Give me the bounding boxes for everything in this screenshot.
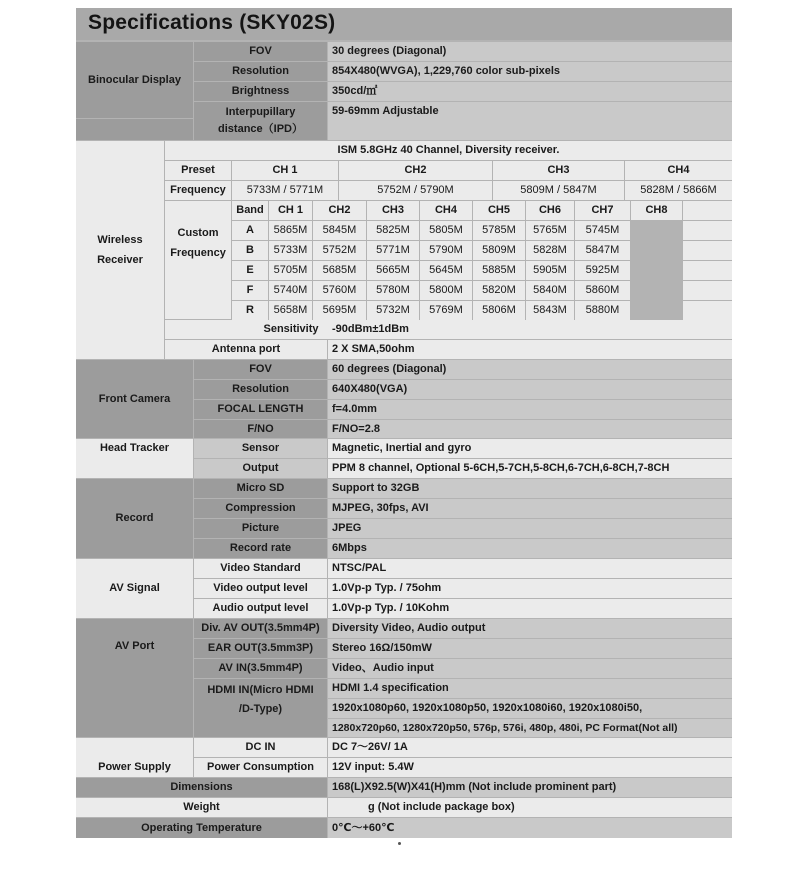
record-microsd-label: Micro SD bbox=[194, 479, 327, 498]
temperature-label: Operating Temperature bbox=[76, 818, 327, 838]
band-letter-e: E bbox=[232, 261, 268, 280]
record-rate-label: Record rate bbox=[194, 539, 327, 558]
record-picture-value: JPEG bbox=[328, 519, 732, 538]
weight-label: Weight bbox=[76, 798, 327, 817]
band-frequency-cell: 5820M bbox=[473, 281, 525, 300]
band-frequency-cell: 5860M bbox=[575, 281, 630, 300]
port-hdmi-value-3: 1280x720p60, 1280x720p50, 576p, 576i, 480p, 480i, PC Format(Not all) bbox=[328, 719, 732, 737]
band-row-filler bbox=[683, 281, 732, 300]
preset-ch1-header: CH 1 bbox=[232, 161, 338, 180]
stray-dot bbox=[398, 842, 401, 845]
band-frequency-cell: 5740M bbox=[269, 281, 312, 300]
band-letter-r: R bbox=[232, 301, 268, 320]
weight-value: g (Not include package box) bbox=[328, 798, 732, 817]
band-letter-b: B bbox=[232, 241, 268, 260]
camera-fov-value: 60 degrees (Diagonal) bbox=[328, 360, 732, 379]
binocular-resolution-value: 854X480(WVGA), 1,229,760 color sub-pixels bbox=[328, 62, 732, 81]
section-av-port: AV Port bbox=[76, 619, 193, 737]
band-row-filler bbox=[683, 261, 732, 280]
band-frequency-cell: 5843M bbox=[526, 301, 574, 320]
band-frequency-cell: 5645M bbox=[420, 261, 472, 280]
av-video-output-label: Video output level bbox=[194, 579, 327, 598]
sensitivity-value: -90dBm±1dBm bbox=[328, 320, 732, 339]
dimensions-label: Dimensions bbox=[76, 778, 327, 797]
section-wireless-receiver: Wireless Receiver bbox=[76, 141, 164, 359]
band-frequency-cell: 5809M bbox=[473, 241, 525, 260]
custom-ch2-header: CH2 bbox=[313, 201, 366, 220]
binocular-ipd-value: 59-69mm Adjustable bbox=[328, 102, 732, 140]
section-binocular-display: Binocular Display bbox=[76, 42, 193, 118]
band-frequency-cell: 5745M bbox=[575, 221, 630, 240]
av-video-output-value: 1.0Vp-p Typ. / 75ohm bbox=[328, 579, 732, 598]
band-frequency-cell: 5760M bbox=[313, 281, 366, 300]
preset-ch4-freq: 5828M / 5866M bbox=[625, 181, 732, 200]
port-av-in-value: Video、Audio input bbox=[328, 659, 732, 678]
binocular-ipd-label: Interpupillary distance（IPD） bbox=[194, 102, 327, 140]
record-rate-value: 6Mbps bbox=[328, 539, 732, 558]
band-frequency-cell: 5733M bbox=[269, 241, 312, 260]
band-frequency-cell: 5840M bbox=[526, 281, 574, 300]
record-picture-label: Picture bbox=[194, 519, 327, 538]
custom-ch7-header: CH7 bbox=[575, 201, 630, 220]
preset-ch1-freq: 5733M / 5771M bbox=[232, 181, 338, 200]
tracker-sensor-value: Magnetic, Inertial and gyro bbox=[328, 439, 732, 458]
band-frequency-cell: 5658M bbox=[269, 301, 312, 320]
dimensions-value: 168(L)X92.5(W)X41(H)mm (Not include prominent part) bbox=[328, 778, 732, 797]
preset-ch3-freq: 5809M / 5847M bbox=[493, 181, 624, 200]
power-dc-in-value: DC 7～26V/ 1A bbox=[328, 738, 732, 757]
record-compression-value: MJPEG, 30fps, AVI bbox=[328, 499, 732, 518]
band-frequency-cell: 5752M bbox=[313, 241, 366, 260]
preset-ch3-header: CH3 bbox=[493, 161, 624, 180]
antenna-port-value: 2 X SMA,50ohm bbox=[328, 340, 732, 359]
title-bar bbox=[76, 8, 732, 40]
band-letter-f: F bbox=[232, 281, 268, 300]
custom-ch4-header: CH4 bbox=[420, 201, 472, 220]
camera-fno-label: F/NO bbox=[194, 420, 327, 438]
band-row-filler bbox=[683, 301, 732, 320]
camera-focal-length-value: f=4.0mm bbox=[328, 400, 732, 419]
custom-ch6-header: CH6 bbox=[526, 201, 574, 220]
record-microsd-value: Support to 32GB bbox=[328, 479, 732, 498]
record-compression-label: Compression bbox=[194, 499, 327, 518]
band-frequency-cell: 5925M bbox=[575, 261, 630, 280]
section-av-signal: AV Signal bbox=[76, 559, 193, 618]
camera-resolution-value: 640X480(VGA) bbox=[328, 380, 732, 399]
band-frequency-cell: 5780M bbox=[367, 281, 419, 300]
custom-ch5-header: CH5 bbox=[473, 201, 525, 220]
preset-ch4-header: CH4 bbox=[625, 161, 732, 180]
binocular-brightness-value: 350cd/㎡ bbox=[328, 82, 732, 101]
wireless-ism: ISM 5.8GHz 40 Channel, Diversity receiver. bbox=[165, 141, 732, 160]
section-record: Record bbox=[76, 479, 193, 558]
band-frequency-cell: 5885M bbox=[473, 261, 525, 280]
band-frequency-cell: 5880M bbox=[575, 301, 630, 320]
page-title: Specifications (SKY02S) bbox=[88, 11, 336, 34]
section-power-supply: Power Supply bbox=[76, 738, 193, 777]
camera-fov-label: FOV bbox=[194, 360, 327, 379]
custom-frequency-label: Custom Frequency bbox=[165, 201, 231, 319]
tracker-sensor-label: Sensor bbox=[194, 439, 327, 458]
band-frequency-cell: 5769M bbox=[420, 301, 472, 320]
sensitivity-label: Sensitivity bbox=[165, 320, 417, 339]
tracker-output-value: PPM 8 channel, Optional 5-6CH,5-7CH,5-8CH,6-7CH,6-8CH,7-8CH bbox=[328, 459, 732, 478]
section-head-tracker: Head Tracker bbox=[76, 439, 193, 478]
band-frequency-cell: 5865M bbox=[269, 221, 312, 240]
preset-frequency-label: Frequency bbox=[165, 181, 231, 200]
port-div-av-out-value: Diversity Video, Audio output bbox=[328, 619, 732, 638]
band-frequency-cell: 5805M bbox=[420, 221, 472, 240]
camera-fno-value: F/NO=2.8 bbox=[328, 420, 732, 438]
band-frequency-cell: 5905M bbox=[526, 261, 574, 280]
port-av-in-label: AV IN(3.5mm4P) bbox=[194, 659, 327, 678]
power-dc-in-label: DC IN bbox=[194, 738, 327, 757]
custom-ch1-header: CH 1 bbox=[269, 201, 312, 220]
custom-ch8-header: CH8 bbox=[631, 201, 682, 220]
binocular-resolution-label: Resolution bbox=[194, 62, 327, 81]
power-consumption-value: 12V input: 5.4W bbox=[328, 758, 732, 777]
tracker-output-label: Output bbox=[194, 459, 327, 478]
preset-ch2-header: CH2 bbox=[339, 161, 492, 180]
band-row-filler bbox=[683, 221, 732, 240]
av-video-standard-value: NTSC/PAL bbox=[328, 559, 732, 578]
av-audio-output-value: 1.0Vp-p Typ. / 10Kohm bbox=[328, 599, 732, 618]
camera-resolution-label: Resolution bbox=[194, 380, 327, 399]
preset-ch2-freq: 5752M / 5790M bbox=[339, 181, 492, 200]
binocular-fov-label: FOV bbox=[194, 42, 327, 61]
band-header: Band bbox=[232, 201, 268, 220]
band-frequency-cell: 5771M bbox=[367, 241, 419, 260]
band-frequency-cell: 5806M bbox=[473, 301, 525, 320]
band-frequency-cell: 5665M bbox=[367, 261, 419, 280]
custom-header-filler bbox=[683, 201, 732, 220]
section-front-camera: Front Camera bbox=[76, 360, 193, 438]
port-div-av-out-label: Div. AV OUT(3.5mm4P) bbox=[194, 619, 327, 638]
band-frequency-cell: 5828M bbox=[526, 241, 574, 260]
band-letter-a: A bbox=[232, 221, 268, 240]
port-hdmi-value-2: 1920x1080p60, 1920x1080p50, 1920x1080i60, 1920x1080i50, bbox=[328, 699, 732, 718]
band-frequency-cell: 5695M bbox=[313, 301, 366, 320]
binocular-brightness-label: Brightness bbox=[194, 82, 327, 101]
binocular-section-filler bbox=[76, 119, 193, 140]
power-consumption-label: Power Consumption bbox=[194, 758, 327, 777]
custom-ch3-header: CH3 bbox=[367, 201, 419, 220]
band-frequency-cell: 5825M bbox=[367, 221, 419, 240]
temperature-value: 0℃～+60℃ bbox=[328, 818, 732, 838]
band-frequency-cell: 5705M bbox=[269, 261, 312, 280]
band-frequency-cell: 5685M bbox=[313, 261, 366, 280]
band-frequency-cell: 5845M bbox=[313, 221, 366, 240]
port-hdmi-value-1: HDMI 1.4 specification bbox=[328, 679, 732, 698]
band-row-filler bbox=[683, 241, 732, 260]
port-ear-out-label: EAR OUT(3.5mm3P) bbox=[194, 639, 327, 658]
port-ear-out-value: Stereo 16Ω/150mW bbox=[328, 639, 732, 658]
band-frequency-cell: 5785M bbox=[473, 221, 525, 240]
band-frequency-cell: 5765M bbox=[526, 221, 574, 240]
band-frequency-cell: 5732M bbox=[367, 301, 419, 320]
band-frequency-cell: 5790M bbox=[420, 241, 472, 260]
binocular-fov-value: 30 degrees (Diagonal) bbox=[328, 42, 732, 61]
camera-focal-length-label: FOCAL LENGTH bbox=[194, 400, 327, 419]
antenna-port-label: Antenna port bbox=[165, 340, 327, 359]
band-frequency-cell: 5847M bbox=[575, 241, 630, 260]
band-frequency-cell: 5800M bbox=[420, 281, 472, 300]
av-audio-output-label: Audio output level bbox=[194, 599, 327, 618]
port-hdmi-in-label: HDMI IN(Micro HDMI /D-Type) bbox=[194, 679, 327, 737]
preset-label: Preset bbox=[165, 161, 231, 180]
spec-sheet bbox=[76, 8, 732, 838]
av-video-standard-label: Video Standard bbox=[194, 559, 327, 578]
